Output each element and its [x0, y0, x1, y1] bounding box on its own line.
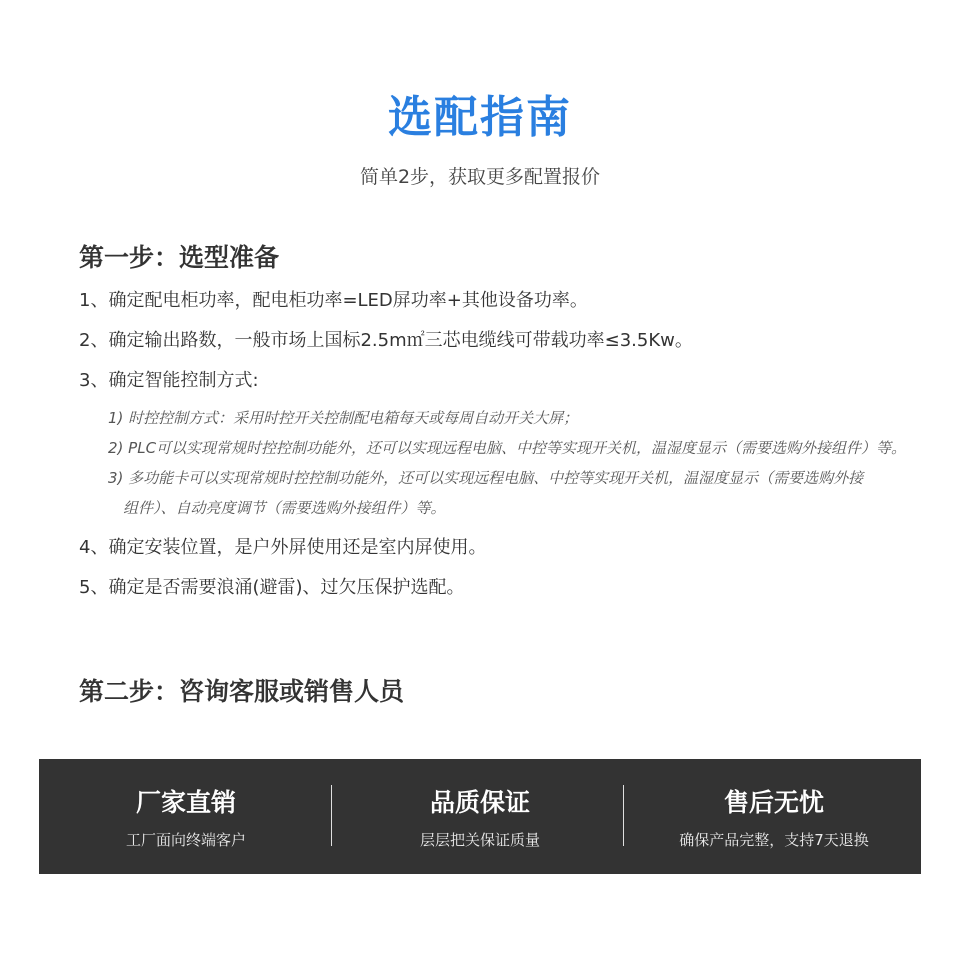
- control-option-line: 3) 多功能卡可以实现常规时控控制功能外，还可以实现远程电脑、中控等实现开关机，温湿度显示（需要选购外接: [108, 469, 864, 487]
- page-subtitle: 简单2步，获取更多配置报价: [359, 166, 601, 188]
- feature-desc: 确保产品完整，支持7天退换: [679, 831, 869, 849]
- step1-heading: 第一步：选型准备: [79, 243, 280, 272]
- step1-item: 3、确定智能控制方式:: [79, 370, 259, 391]
- feature-after-sales: [627, 759, 921, 874]
- feature-desc: 工厂面向终端客户: [125, 831, 246, 849]
- step1-item: 4、确定安装位置，是户外屏使用还是室内屏使用。: [79, 537, 487, 558]
- feature-title: 品质保证: [429, 788, 530, 817]
- feature-title: 厂家直销: [135, 788, 236, 817]
- control-option-line: 组件）、自动亮度调节（需要选购外接组件）等。: [123, 499, 446, 517]
- page-title: 选配指南: [388, 92, 572, 143]
- feature-desc: 层层把关保证质量: [419, 831, 540, 849]
- step2-heading: 第二步：咨询客服或销售人员: [79, 677, 405, 706]
- step1-item: 5、确定是否需要浪涌(避雷)、过欠压保护选配。: [79, 577, 465, 598]
- step1-item: 2、确定输出路数，一般市场上国标2.5m㎡三芯电缆线可带载功率≤3.5Kw。: [79, 330, 693, 351]
- divider: [623, 785, 624, 846]
- divider: [331, 785, 332, 846]
- feature-direct-sales: [39, 759, 333, 874]
- control-option: 1) 时控控制方式：采用时控开关控制配电箱每天或每周自动开关大屏；: [108, 409, 579, 427]
- control-option: [108, 463, 928, 523]
- service-banner: [39, 759, 921, 874]
- control-option: 2) PLC可以实现常规时控控制功能外，还可以实现远程电脑、中控等实现开关机，温湿度显示（需要选购外接组件）等。: [108, 439, 907, 457]
- step1-item: 1、确定配电柜功率，配电柜功率=LED屏功率+其他设备功率。: [79, 290, 588, 311]
- feature-quality: [333, 759, 627, 874]
- feature-title: 售后无忧: [723, 788, 824, 817]
